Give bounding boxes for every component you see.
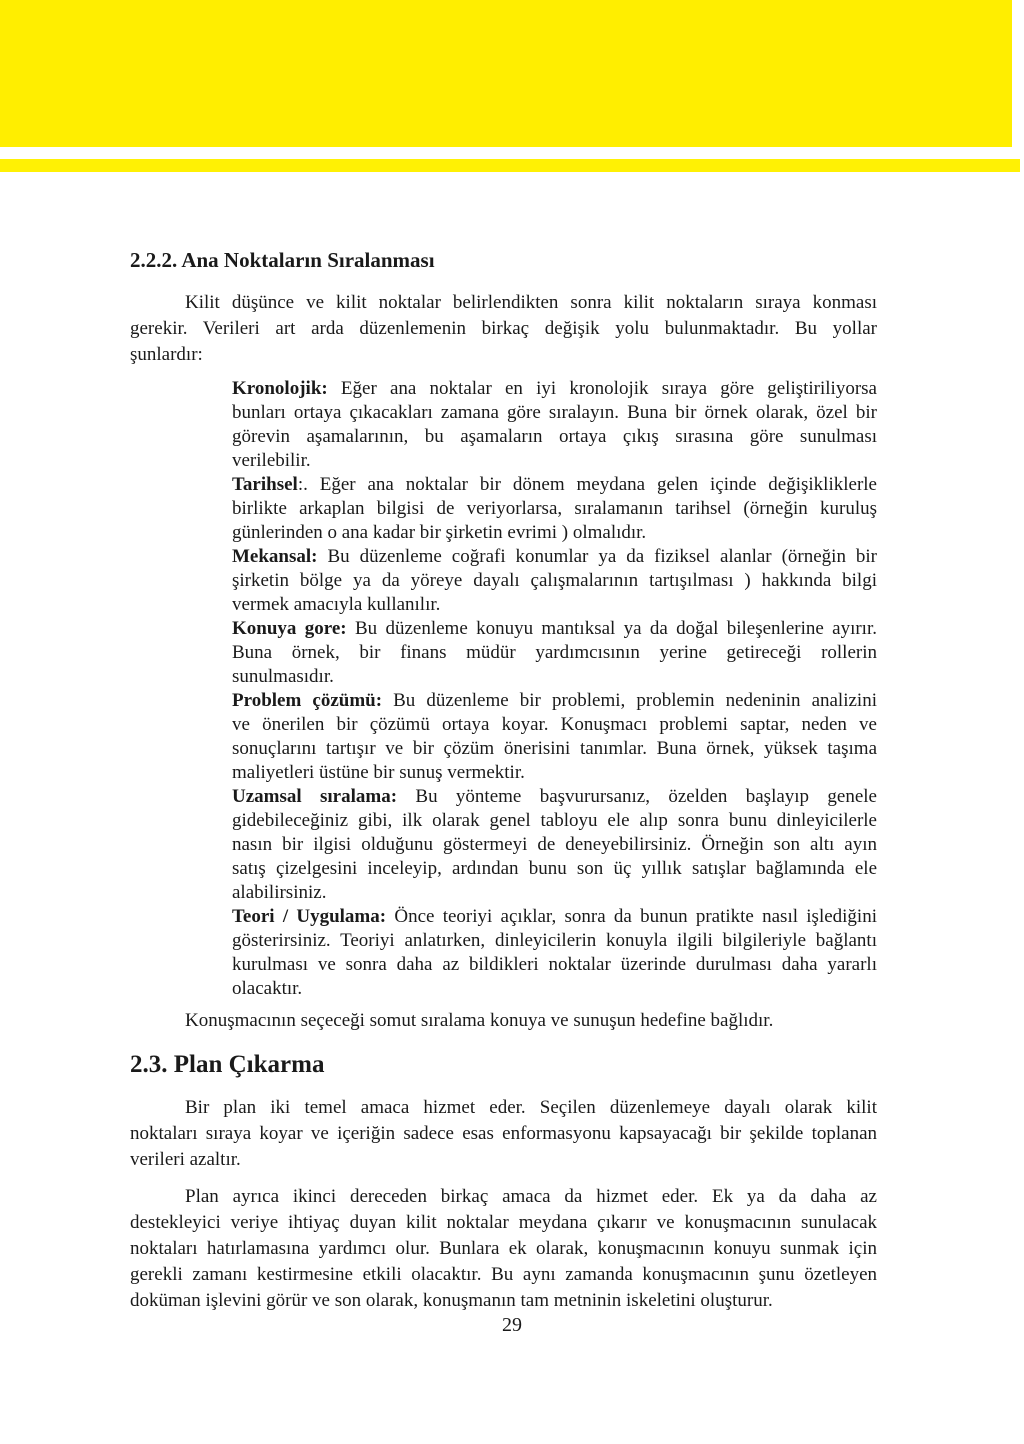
body-paragraph: [130, 1184, 877, 1314]
method-line: maliyetleri üstüne bir sunuş vermektir.: [232, 762, 525, 783]
text-line: şunlardır:: [130, 344, 203, 365]
body-paragraph: [130, 1095, 877, 1173]
method-line: Teori / Uygulama: Önce teoriyi açıklar, sonra da bunun pratikte nasıl işlediğini: [232, 906, 877, 927]
method-label: Uzamsal sıralama:: [232, 786, 398, 807]
text-line: Bir plan iki temel amaca hizmet eder. Seçilen düzenlemeye dayalı olarak kilit: [185, 1097, 877, 1118]
method-line: bunları ortaya çıkacakları zamana göre sıralayın. Buna bir örnek olarak, özel bir: [232, 402, 877, 423]
text-line: Kilit düşünce ve kilit noktalar belirlendikten sonra kilit noktaların sıraya konması: [185, 292, 877, 313]
method-label: Problem çözümü:: [232, 690, 383, 711]
method-line: görevin aşamalarının, bu aşamaların ortaya çıkış sırasına göre sunulması: [232, 426, 877, 447]
method-line: kurulması ve sonra daha az bildikleri noktalar üzerinde durulması daha yararlı: [232, 954, 877, 975]
method-line: nasın bir ilgisi olduğunu göstermeyi de deneyebilirsiniz. Örneğin son altı ayın: [232, 834, 877, 855]
text-line: doküman işlevini görür ve son olarak, konuşmanın tam metninin iskeletini oluşturur.: [130, 1290, 773, 1311]
method-label: Konuya gore:: [232, 618, 347, 639]
method-line: sonuçlarını tartışır ve bir çözüm önerisini tanımlar. Buna örnek, yüksek taşıma: [232, 738, 877, 759]
method-line: sunulmasıdır.: [232, 666, 334, 687]
method-line: Problem çözümü: Bu düzenleme bir problemi, problemin nedeninin analizini: [232, 690, 877, 711]
method-line: verilebilir.: [232, 450, 311, 471]
method-line: Kronolojik: Eğer ana noktalar en iyi kronolojik sıraya göre geliştiriliyorsa: [232, 378, 877, 399]
note-paragraph: Konuşmacının seçeceği somut sıralama konuya ve sunuşun hedefine bağlıdır.: [185, 1010, 774, 1031]
header-highlight-stripe: [0, 159, 1020, 172]
method-line: günlerinden o ana kadar bir şirketin evrimi ) olmalıdır.: [232, 522, 647, 543]
text-line: noktaları sıraya koyar ve içeriğin sadece esas enformasyonu kapsayacağı bir şekilde toplanan: [130, 1123, 877, 1144]
text-line: verileri azaltır.: [130, 1149, 241, 1170]
text-line: gerekir. Verileri art arda düzenlemenin birkaç değişik yolu bulunmaktadır. Bu yollar: [130, 318, 877, 339]
ordering-methods-list: [232, 377, 877, 1001]
method-line: Konuya gore: Bu düzenleme konuyu mantıksal ya da doğal bileşenlerine ayırır.: [232, 618, 877, 639]
header-highlight-band: [0, 0, 1012, 147]
method-line: vermek amacıyla kullanılır.: [232, 594, 441, 615]
method-line: alabilirsiniz.: [232, 882, 327, 903]
method-label: Teori / Uygulama:: [232, 906, 387, 927]
method-line: gösterirsiniz. Teoriyi anlatırken, dinleyicilerin konuyla ilgili bilgileriyle bağlantı: [232, 930, 877, 951]
text-line: noktaları hatırlamasına yardımcı olur. Bunlara ek olarak, konuşmacının konuyu sunmak için: [130, 1238, 877, 1259]
page-content: [130, 247, 877, 1314]
method-label: Tarihsel: [232, 474, 298, 495]
intro-paragraph: [130, 290, 877, 368]
page-number: 29: [502, 1314, 522, 1336]
text-line: destekleyici veriye ihtiyaç duyan kilit noktalar meydana çıkarır ve konuşmacının sunulacak: [130, 1212, 877, 1233]
method-label: Mekansal:: [232, 546, 318, 567]
method-line: Mekansal: Bu düzenleme coğrafi konumlar ya da fiziksel alanlar (örneğin bir: [232, 546, 877, 567]
text-line: Plan ayrıca ikinci dereceden birkaç amaca da hizmet eder. Ek ya da daha az: [185, 1186, 877, 1207]
method-line: şirketin bölge ya da yöreye dayalı çalışmalarının tartışılması ) hakkında bilgi: [232, 570, 877, 591]
method-label: Kronolojik:: [232, 378, 328, 399]
text-line: gerekli zamanı kestirmesine etkili olacaktır. Bu aynı zamanda konuşmacının şunu özetleyen: [130, 1264, 877, 1285]
method-line: satış çizelgesini inceleyip, ardından bunu son üç yıllık satışlar bağlamında ele: [232, 858, 877, 879]
section-heading-ana-noktalarin-siralanmasi: 2.2.2. Ana Noktaların Sıralanması: [130, 248, 435, 272]
method-line: Buna örnek, bir finans müdür yardımcısının yerine getireceği rollerin: [232, 642, 877, 663]
method-line: Uzamsal sıralama: Bu yönteme başvurursanız, özelden başlayıp genele: [232, 786, 877, 807]
plan-cikarma-paragraphs: [130, 1095, 877, 1314]
section-heading-plan-cikarma: 2.3. Plan Çıkarma: [130, 1051, 325, 1078]
method-line: olacaktır.: [232, 978, 303, 999]
method-line: ve önerilen bir çözümü ortaya koyar. Konuşmacı problemi saptar, neden ve: [232, 714, 877, 735]
method-line: birlikte arkaplan bilgisi de veriyorlarsa, sıralamanın tarihsel (örneğin kuruluş: [232, 498, 877, 519]
method-line: Tarihsel:. Eğer ana noktalar bir dönem meydana gelen içinde değişikliklerle: [232, 474, 877, 495]
method-line: gidebileceğiniz gibi, ilk olarak genel tabloyu ele alıp sonra bunu dinleyicilerle: [232, 810, 877, 831]
